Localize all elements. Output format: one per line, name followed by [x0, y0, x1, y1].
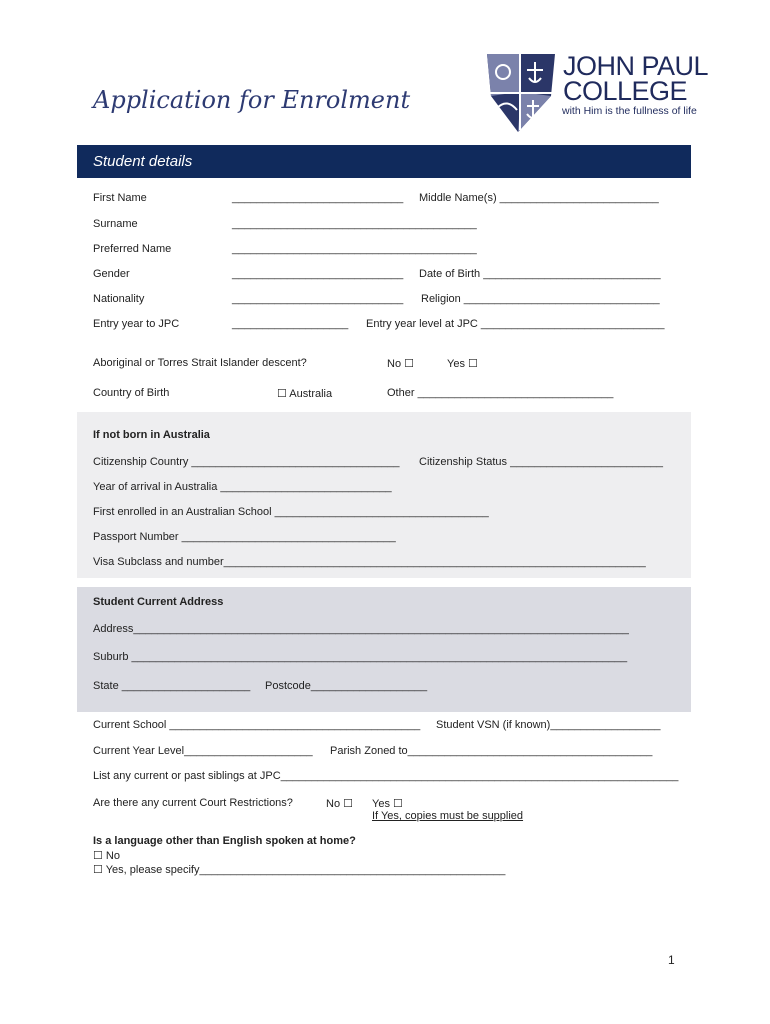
indigenous-no-checkbox[interactable]: No ☐	[387, 358, 414, 370]
passport-field[interactable]: Passport Number ___________________________________	[93, 531, 396, 543]
logo-tagline: with Him is the fullness of life	[562, 105, 697, 117]
citizenship-country-field[interactable]: Citizenship Country __________________________________	[93, 456, 400, 468]
page-title: Application for Enrolment	[93, 86, 411, 114]
indigenous-yes-checkbox[interactable]: Yes ☐	[447, 358, 478, 370]
logo-line-1: JOHN PAUL	[563, 51, 709, 81]
postcode-field[interactable]: Postcode___________________	[265, 680, 428, 692]
middle-names-field[interactable]: Middle Name(s) __________________________	[419, 192, 659, 204]
date-of-birth-field[interactable]: Date of Birth _____________________________	[419, 268, 661, 280]
address-heading: Student Current Address	[93, 596, 224, 608]
year-arrival-field[interactable]: Year of arrival in Australia ____________________________	[93, 481, 392, 493]
first-enrolled-field[interactable]: First enrolled in an Australian School ___________________________________	[93, 506, 489, 518]
court-question: Are there any current Court Restrictions?	[93, 797, 293, 809]
current-school-field[interactable]: Current School _________________________________________	[93, 719, 421, 731]
crest-icon	[485, 52, 557, 134]
citizenship-status-field[interactable]: Citizenship Status _________________________	[419, 456, 664, 468]
country-of-birth-label: Country of Birth	[93, 387, 170, 399]
section-header-student-details	[77, 145, 691, 178]
section-title: Student details	[93, 153, 193, 170]
other-country-field[interactable]: Other ________________________________	[387, 387, 614, 399]
indigenous-question: Aboriginal or Torres Strait Islander descent?	[93, 357, 307, 369]
court-note: If Yes, copies must be supplied	[372, 810, 524, 822]
entry-year-label: Entry year to JPC	[93, 318, 180, 330]
nationality-label: Nationality	[93, 293, 145, 305]
visa-field[interactable]: Visa Subclass and number_____________________________________________________________________	[93, 556, 646, 568]
first-name-label: First Name	[93, 192, 147, 204]
court-yes-checkbox[interactable]: Yes ☐	[372, 798, 403, 810]
religion-field[interactable]: Religion ________________________________	[421, 293, 660, 305]
gender-field[interactable]: ____________________________	[232, 268, 404, 280]
current-year-level-field[interactable]: Current Year Level_____________________	[93, 745, 313, 757]
entry-year-field[interactable]: ___________________	[232, 318, 349, 330]
parish-zoned-field[interactable]: Parish Zoned to________________________________________	[330, 745, 653, 757]
language-no-checkbox[interactable]: ☐ No	[93, 850, 120, 862]
language-yes-field[interactable]: ☐ Yes, please specify__________________________________________________	[93, 864, 506, 876]
suburb-field[interactable]: Suburb _________________________________________________________________________________	[93, 651, 628, 663]
court-no-checkbox[interactable]: No ☐	[326, 798, 353, 810]
nationality-field[interactable]: ____________________________	[232, 293, 404, 305]
surname-field[interactable]: ________________________________________	[232, 218, 477, 230]
surname-label: Surname	[93, 218, 138, 230]
page-number: 1	[668, 953, 675, 967]
student-vsn-field[interactable]: Student VSN (if known)__________________	[436, 719, 661, 731]
australia-checkbox[interactable]: ☐ Australia	[277, 388, 333, 400]
preferred-name-field[interactable]: ________________________________________	[232, 243, 477, 255]
college-logo	[485, 52, 725, 134]
first-name-field[interactable]: ____________________________	[232, 192, 404, 204]
siblings-field[interactable]: List any current or past siblings at JPC_________________________________________________________________	[93, 770, 679, 782]
not-born-heading: If not born in Australia	[93, 429, 210, 441]
language-question: Is a language other than English spoken at home?	[93, 835, 356, 847]
address-field[interactable]: Address_________________________________________________________________________________	[93, 623, 629, 635]
gender-label: Gender	[93, 268, 130, 280]
preferred-name-label: Preferred Name	[93, 243, 172, 255]
entry-level-field[interactable]: Entry year level at JPC ______________________________	[366, 318, 665, 330]
logo-line-2: COLLEGE	[563, 76, 688, 106]
state-field[interactable]: State _____________________	[93, 680, 251, 692]
